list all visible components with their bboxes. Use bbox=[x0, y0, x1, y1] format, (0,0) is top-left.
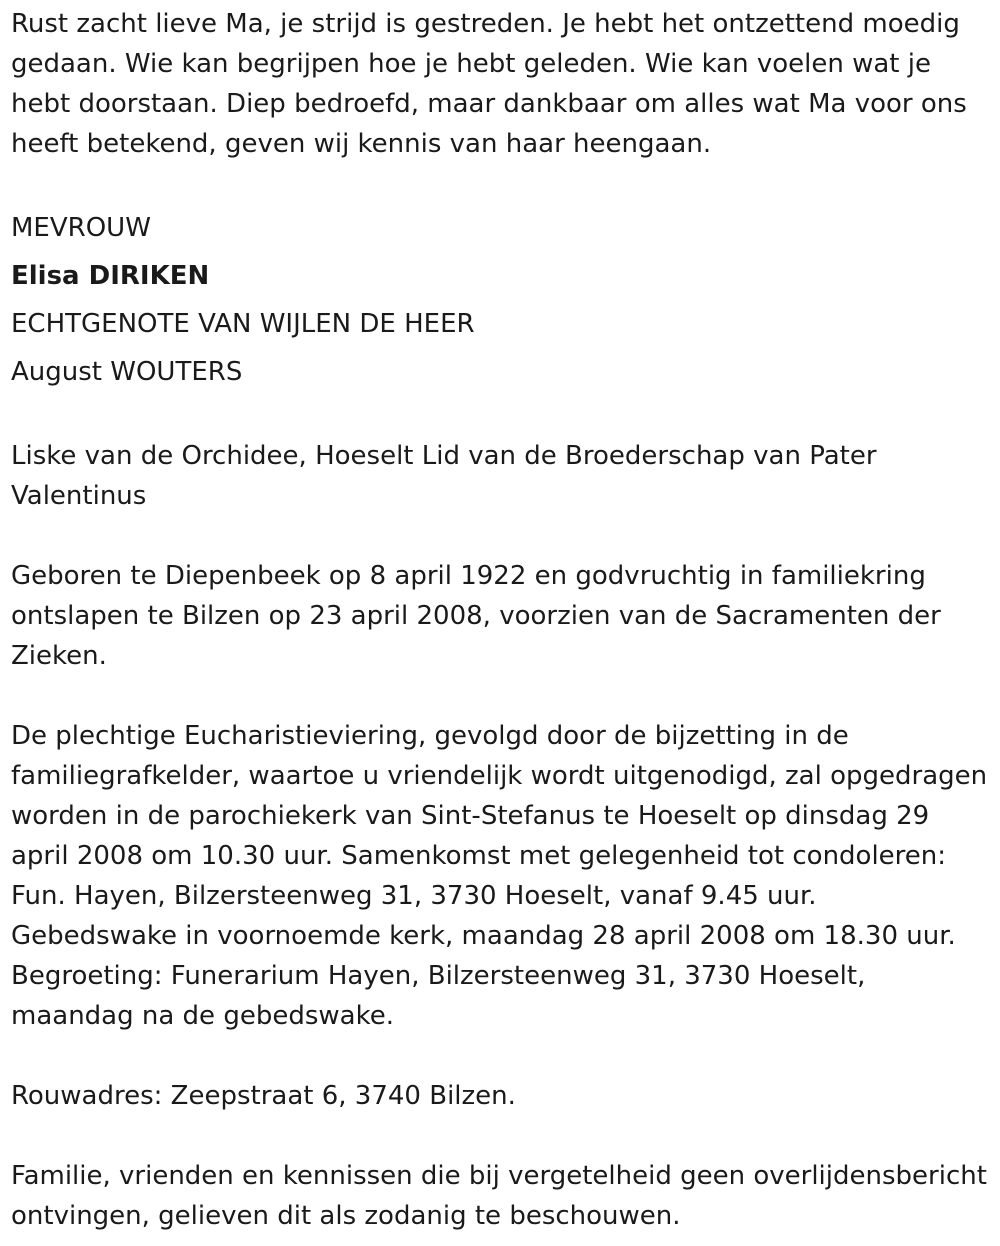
spacer bbox=[11, 516, 990, 556]
spacer bbox=[11, 396, 990, 436]
intro-paragraph: Rust zacht lieve Ma, je strijd is gestreden. Je hebt het ontzettend moedig gedaan. Wie kan begrijpen hoe je hebt geleden. Wie kan voelen wat je hebt doorstaan. Diep bedroefd, maar dankbaar om alles wat Ma voor ons heeft betekend, geven wij kennis van haar heengaan. bbox=[11, 9, 967, 159]
closing-paragraph: Familie, vrienden en kennissen die bij vergetelheid geen overlijdensbericht ontvingen, gelieven dit als zodanig te beschouwen. bbox=[11, 1161, 987, 1231]
memberships-paragraph: Liske van de Orchidee, Hoeselt Lid van de Broederschap van Pater Valentinus bbox=[11, 441, 877, 511]
deceased-name: Elisa DIRIKEN bbox=[11, 261, 210, 291]
spacer bbox=[11, 676, 990, 716]
address-paragraph: Rouwadres: Zeepstraat 6, 3740 Bilzen. bbox=[11, 1081, 516, 1111]
birth-death-paragraph: Geboren te Diepenbeek op 8 april 1922 en godvruchtig in familiekring ontslapen te Bilzen op 23 april 2008, voorzien van de Sacramenten der Zieken. bbox=[11, 561, 941, 671]
spouse-name: August WOUTERS bbox=[11, 357, 243, 387]
ceremony-paragraph: De plechtige Eucharistieviering, gevolgd door de bijzetting in de familiegrafkelder, waartoe u vriendelijk wordt uitgenodigd, zal opgedragen worden in de parochiekerk van Sint-Stefanus te Hoeselt op dinsdag 29 april 2008 om 10.30 uur. Samenkomst met gelegenheid tot condoleren: Fun. Hayen, Bilzersteenweg 31, 3730 Hoeselt, vanaf 9.45 uur. Gebedswake in voornoemde kerk, maandag 28 april 2008 om 18.30 uur. Begroeting: Funerarium Hayen, Bilzersteenweg 31, 3730 Hoeselt, maandag na de gebedswake. bbox=[11, 721, 988, 1031]
spacer bbox=[11, 1036, 990, 1076]
spacer bbox=[11, 1116, 990, 1156]
spacer bbox=[11, 164, 990, 204]
deceased-title: MEVROUW bbox=[11, 213, 151, 243]
deceased-relation: ECHTGENOTE VAN WIJLEN DE HEER bbox=[11, 309, 475, 339]
